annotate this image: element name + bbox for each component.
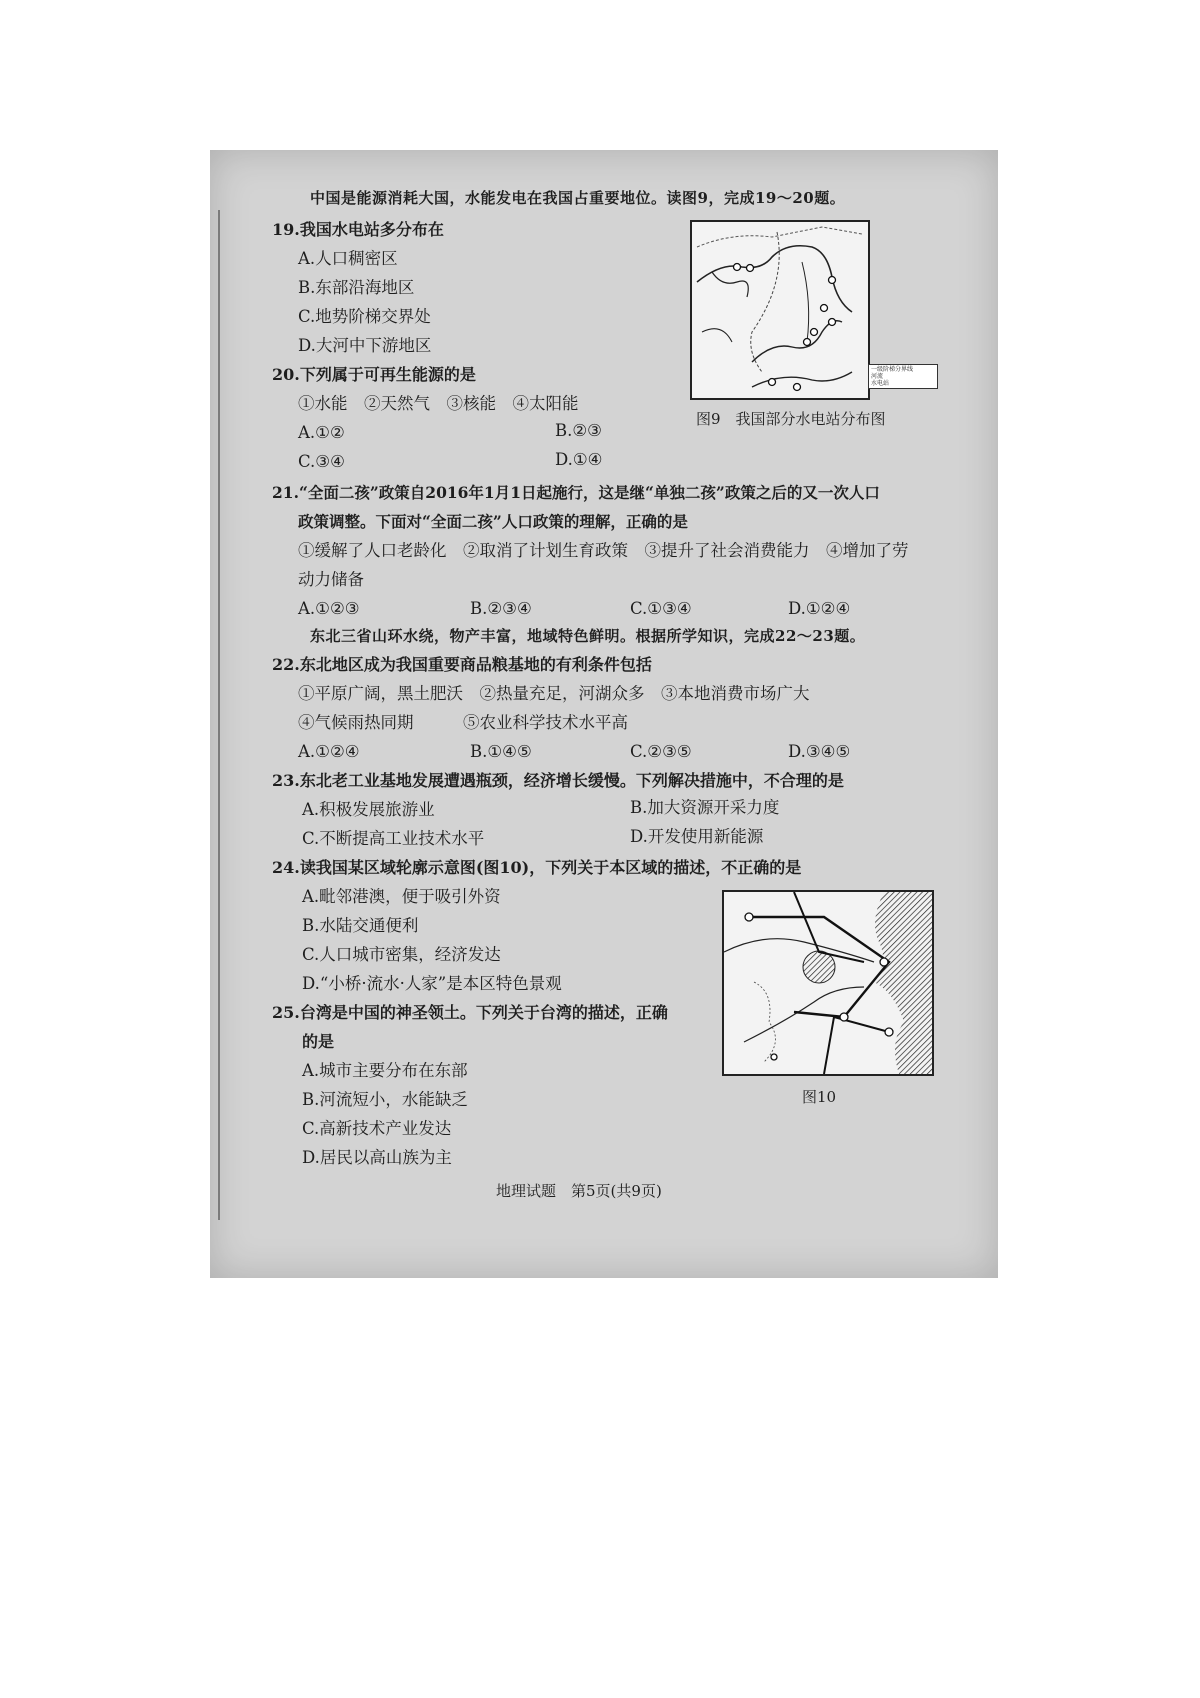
q20-items: ①水能 ②天然气 ③核能 ④太阳能 [298,394,579,413]
q23-option-d: D.开发使用新能源 [630,827,764,846]
question-21-stem-2: 政策调整。下面对“全面二孩”人口政策的理解，正确的是 [298,512,688,531]
question-23-stem: 23.东北老工业基地发展遭遇瓶颈，经济增长缓慢。下列解决措施中，不合理的是 [272,771,844,790]
q21-items-2: 动力储备 [298,570,364,589]
figure-9-caption: 图9 我国部分水电站分布图 [696,410,886,428]
figure-10-map [722,890,934,1076]
page-footer: 地理试题 第5页(共9页) [496,1182,662,1200]
q23-option-c: C.不断提高工业技术水平 [302,829,485,848]
question-25-stem-1: 25.台湾是中国的神圣领土。下列关于台湾的描述，正确 [272,1003,668,1022]
q22-option-b: B.①④⑤ [470,742,532,761]
q20-option-a: A.①② [298,423,345,442]
figure-9-legend [868,364,938,389]
q21-option-c: C.①③④ [630,599,692,618]
q21-option-b: B.②③④ [470,599,532,618]
q25-option-c: C.高新技术产业发达 [302,1119,452,1138]
q25-option-b: B.河流短小，水能缺乏 [302,1090,468,1109]
q22-option-a: A.①②④ [298,742,360,761]
q24-option-d: D.“小桥·流水·人家”是本区特色景观 [302,974,562,993]
question-20-stem: 20.下列属于可再生能源的是 [272,365,476,384]
q24-option-b: B.水陆交通便利 [302,916,419,935]
q20-option-d: D.①④ [555,450,603,469]
intro-19-20: 中国是能源消耗大国，水能发电在我国占重要地位。读图9，完成19～20题。 [310,189,846,207]
exam-sheet [210,150,998,1278]
region-map-drawing [724,892,932,1074]
legend-river: 河流 [871,373,884,380]
q23-option-a: A.积极发展旅游业 [302,800,435,819]
q24-option-a: A.毗邻港澳，便于吸引外资 [302,887,501,906]
q24-option-c: C.人口城市密集，经济发达 [302,945,501,964]
hydropower-map-drawing [692,222,868,398]
question-24-stem: 24.读我国某区域轮廓示意图(图10)，下列关于本区域的描述，不正确的是 [272,858,802,877]
q23-option-b: B.加大资源开采力度 [630,798,780,817]
q19-option-d: D.大河中下游地区 [298,336,432,355]
q19-option-a: A.人口稠密区 [298,249,398,268]
q25-option-d: D.居民以高山族为主 [302,1148,452,1167]
q22-option-d: D.③④⑤ [788,742,851,761]
legend-boundary: 一级阶梯分界线 [871,366,914,373]
legend-station: 水电站 [871,380,890,387]
figure-10-caption: 图10 [802,1088,837,1106]
intro-22-23: 东北三省山环水绕，物产丰富，地域特色鲜明。根据所学知识，完成22～23题。 [310,627,866,645]
q21-option-d: D.①②④ [788,599,851,618]
scan-edge-line [218,210,220,1220]
figure-9-map [690,220,914,400]
q25-option-a: A.城市主要分布在东部 [302,1061,468,1080]
question-21-stem-1: 21.“全面二孩”政策自2016年1月1日起施行，这是继“单独二孩”政策之后的又一次人口 [272,483,880,502]
q19-option-c: C.地势阶梯交界处 [298,307,431,326]
q20-option-c: C.③④ [298,452,345,471]
question-25-stem-2: 的是 [302,1032,335,1051]
question-19-stem: 19.我国水电站多分布在 [272,220,444,239]
q19-option-b: B.东部沿海地区 [298,278,415,297]
q21-items-1: ①缓解了人口老龄化 ②取消了计划生育政策 ③提升了社会消费能力 ④增加了劳 [298,541,909,560]
q22-items-2: ④气候雨热同期 ⑤农业科学技术水平高 [298,713,628,732]
q20-option-b: B.②③ [555,421,602,440]
question-22-stem: 22.东北地区成为我国重要商品粮基地的有利条件包括 [272,655,652,674]
q21-option-a: A.①②③ [298,599,360,618]
q22-option-c: C.②③⑤ [630,742,692,761]
q22-items-1: ①平原广阔，黑土肥沃 ②热量充足，河湖众多 ③本地消费市场广大 [298,684,810,703]
